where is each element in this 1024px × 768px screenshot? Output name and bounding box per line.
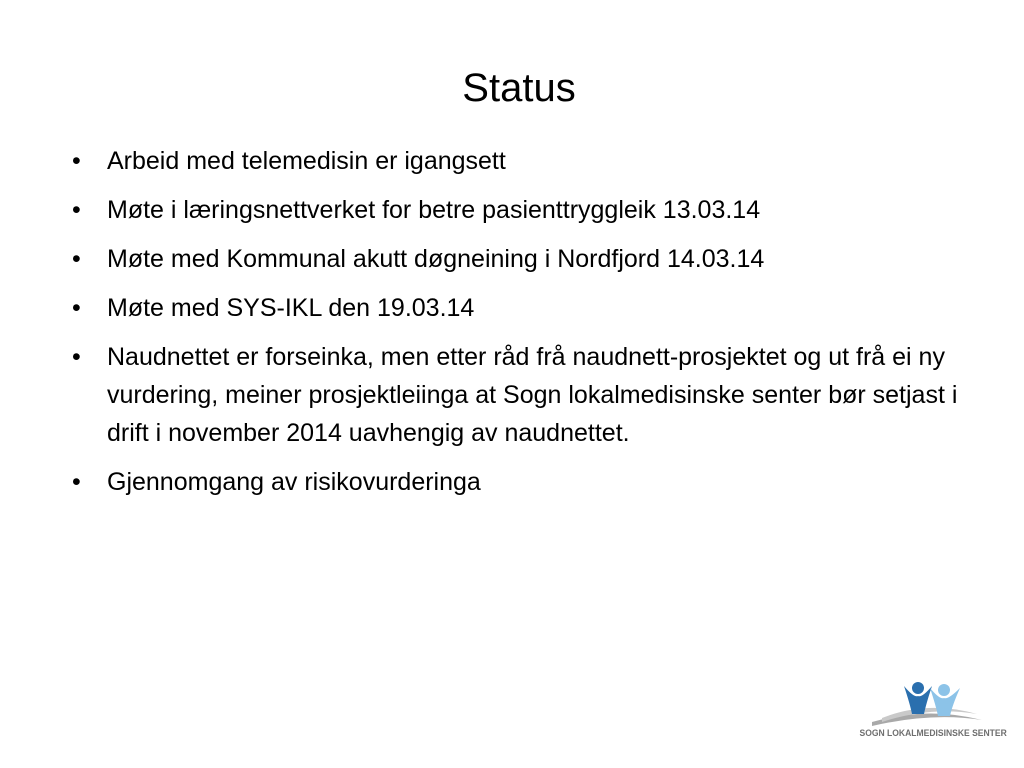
bullet-icon: • [72,147,81,175]
bullet-text: Møte med Kommunal akutt døgneining i Nordfjord 14.03.14 [107,245,765,273]
bullet-text: Møte i læringsnettverket for betre pasienttryggleik 13.03.14 [107,196,761,224]
list-item [72,289,962,327]
logo-figures-icon [852,676,1002,728]
logo-text: SOGN LOKALMEDISINSKE SENTER [859,728,1007,739]
logo [852,676,1007,746]
bullet-icon: • [72,196,81,224]
list-item [72,191,962,229]
bullet-text: Arbeid med telemedisin er igangsett [107,147,506,175]
bullet-icon: • [72,245,81,273]
list-item [72,240,962,278]
list-item [72,142,962,180]
bullet-text: Naudnettet er forseinka, men etter råd frå naudnett-prosjektet og ut frå ei ny vurdering, meiner prosjektleiinga at Sogn lokalmedisinske senter bør setjast i drift i november 2014 uavhengig av naudnettet. [107,343,958,447]
bullet-icon: • [72,468,81,496]
bullet-list [72,142,962,512]
bullet-icon: • [72,343,81,371]
slide-title: Status [462,66,576,110]
logo-head-light [938,684,950,696]
bullet-icon: • [72,294,81,322]
list-item [72,338,962,452]
bullet-text: Møte med SYS-IKL den 19.03.14 [107,294,475,322]
logo-head-dark [912,682,924,694]
bullet-text: Gjennomgang av risikovurderinga [107,468,481,496]
list-item [72,463,962,501]
